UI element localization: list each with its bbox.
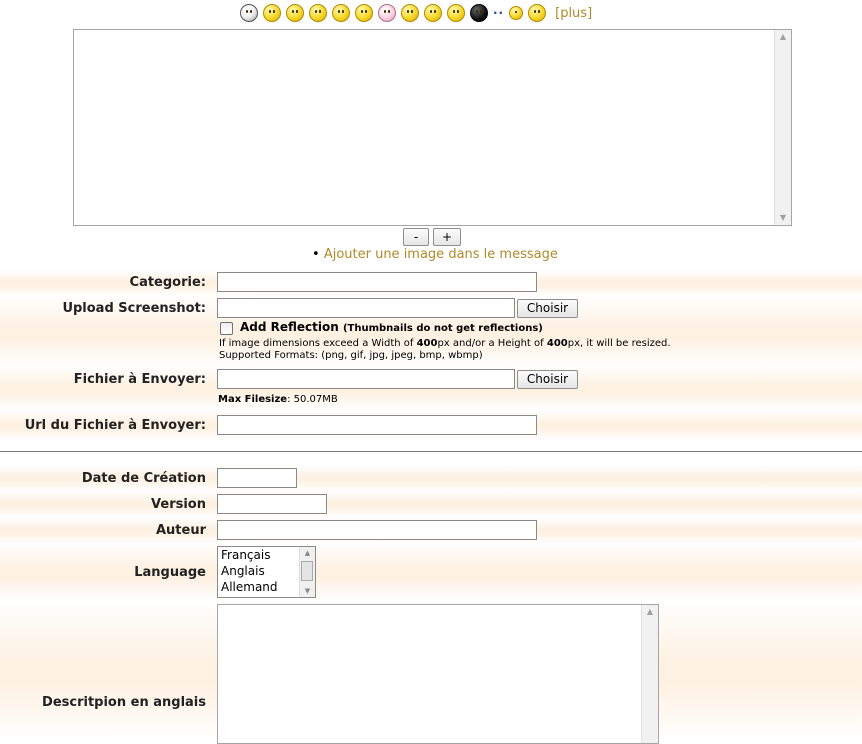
laugh-icon[interactable]: [355, 4, 373, 22]
url-input[interactable]: [217, 415, 537, 435]
reflection-label: Add Reflection: [240, 320, 339, 334]
file-choose-button[interactable]: Choisir: [517, 370, 578, 389]
message-scrollbar[interactable]: [774, 30, 791, 225]
file-label: Fichier à Envoyer:: [73, 372, 206, 387]
reflection-line: [240, 320, 543, 335]
dimensions-note: If image dimensions exceed a Width of 400px and/or a Height of 400px, it will be resized.: [219, 338, 671, 349]
scroll-thumb[interactable]: [301, 561, 313, 581]
description-scrollbar[interactable]: [641, 605, 658, 743]
url-row: [0, 410, 862, 440]
file-path-input[interactable]: [217, 369, 515, 389]
formats-note: Supported Formats: (png, gif, jpg, jpeg, bmp, wbmp): [219, 350, 483, 361]
exclaim-icon[interactable]: [424, 4, 442, 22]
scroll-up-icon[interactable]: ▲: [304, 549, 311, 557]
bullet-icon: •: [312, 247, 320, 262]
language-option[interactable]: Anglais: [221, 564, 265, 578]
add-image-link[interactable]: Ajouter une image dans le message: [323, 247, 558, 262]
max-filesize-note: Max Filesize: 50.07MB: [218, 394, 338, 405]
category-label: Categorie:: [129, 275, 206, 290]
version-input[interactable]: [217, 494, 327, 514]
version-row: [0, 491, 862, 517]
language-listbox[interactable]: [217, 546, 316, 598]
upload-path-input[interactable]: [217, 298, 515, 318]
pig-icon[interactable]: [378, 4, 396, 22]
upload-row: [0, 296, 862, 366]
bomb-icon[interactable]: [470, 4, 488, 22]
more-smileys-link[interactable]: [plus]: [555, 5, 593, 21]
message-textarea[interactable]: [73, 29, 792, 226]
date-input[interactable]: [217, 468, 297, 488]
rolling-icon[interactable]: [509, 6, 523, 20]
sad-icon[interactable]: [447, 4, 465, 22]
language-option[interactable]: Français: [221, 548, 271, 562]
file-row: [0, 366, 862, 410]
shrink-editor-button[interactable]: -: [403, 228, 429, 246]
confused-icon[interactable]: [401, 4, 419, 22]
scroll-down-icon[interactable]: ▼: [304, 587, 311, 595]
date-label: Date de Création: [81, 471, 206, 486]
dots-icon[interactable]: ··: [493, 6, 505, 20]
happy-icon[interactable]: [309, 4, 327, 22]
scroll-up-icon[interactable]: ▲: [646, 607, 654, 616]
category-row: [0, 270, 862, 296]
language-scrollbar[interactable]: [299, 547, 315, 597]
description-label: Descritpion en anglais: [42, 695, 206, 710]
scroll-down-icon[interactable]: ▼: [779, 213, 787, 222]
add-image-line: [312, 247, 558, 262]
description-textarea[interactable]: [217, 604, 659, 744]
reflection-note: (Thumbnails do not get reflections): [342, 323, 543, 334]
smiley-toolbar: [240, 2, 592, 24]
author-label: Auteur: [155, 523, 206, 538]
category-input[interactable]: [217, 272, 537, 292]
author-input[interactable]: [217, 520, 537, 540]
language-label: Language: [134, 565, 206, 580]
language-row: [0, 543, 862, 601]
tongue-icon[interactable]: [332, 4, 350, 22]
whistle-icon[interactable]: [528, 4, 546, 22]
reflection-checkbox[interactable]: [220, 322, 233, 335]
wink-squint-icon[interactable]: [263, 4, 281, 22]
upload-label: Upload Screenshot:: [62, 301, 206, 316]
date-row: [0, 465, 862, 491]
language-option[interactable]: Allemand: [221, 580, 278, 594]
scroll-up-icon[interactable]: ▲: [779, 32, 787, 41]
upload-choose-button[interactable]: Choisir: [517, 299, 578, 318]
version-label: Version: [151, 497, 206, 512]
grin-teeth-icon[interactable]: [240, 4, 258, 22]
smile-icon[interactable]: [286, 4, 304, 22]
author-row: [0, 517, 862, 543]
description-row: [0, 601, 862, 740]
url-label: Url du Fichier à Envoyer:: [24, 418, 206, 433]
section-divider: [0, 451, 862, 452]
grow-editor-button[interactable]: +: [433, 228, 461, 246]
